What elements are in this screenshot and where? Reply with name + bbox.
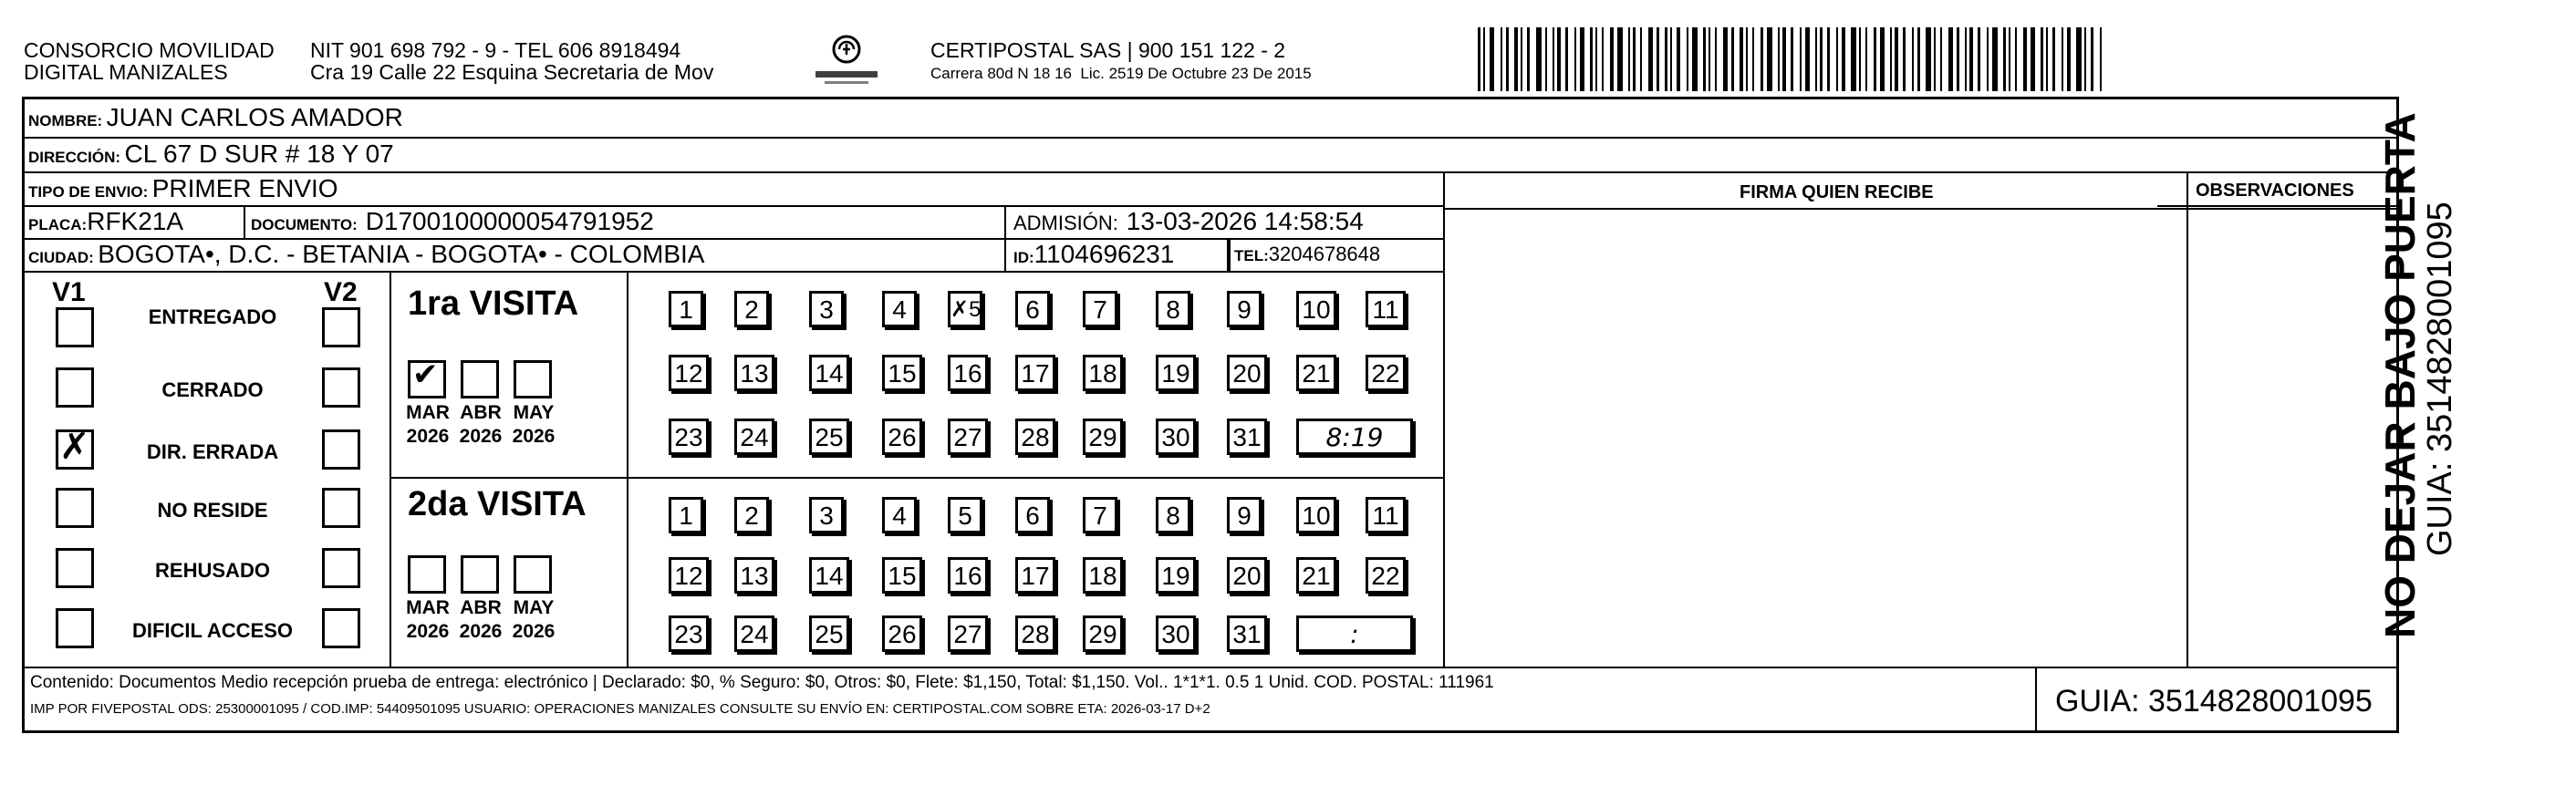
- first-visit-day-14[interactable]: 14: [809, 355, 849, 391]
- no-dejar-bajo-puerta: NO DEJAR BAJO PUERTA: [2376, 112, 2424, 638]
- barcode-bar: [1969, 27, 1973, 91]
- barcode-bar: [1874, 27, 1876, 91]
- barcode-bar: [1590, 27, 1593, 91]
- barcode-bar: [1687, 27, 1688, 91]
- second-visit-day-29[interactable]: 29: [1083, 615, 1123, 652]
- barcode-bar: [1483, 27, 1485, 91]
- barcode-bar: [1800, 27, 1802, 91]
- barcode-bar: [1827, 27, 1830, 91]
- first-visit-day-29[interactable]: 29: [1083, 419, 1123, 455]
- second-visit-month-label: MAR: [406, 597, 450, 618]
- barcode-bar: [1703, 27, 1706, 91]
- barcode-bar: [1805, 27, 1810, 91]
- second-visit-day-7[interactable]: 7: [1083, 497, 1117, 533]
- second-visit-month-label: MAY: [513, 597, 555, 618]
- second-visit-day-18[interactable]: 18: [1083, 557, 1123, 594]
- barcode-bar: [1731, 27, 1734, 91]
- barcode-bar: [1948, 27, 1953, 91]
- barcode-bar: [1965, 27, 1967, 91]
- nombre-label: NOMBRE:: [28, 112, 103, 129]
- status-option-label: REHUSADO: [155, 559, 270, 582]
- second-visit-day-24[interactable]: 24: [734, 615, 774, 652]
- second-visit-year-label: 2026: [459, 621, 503, 642]
- second-visit-label: 2da VISITA: [408, 485, 587, 523]
- v1-checkbox-no-reside[interactable]: [56, 488, 94, 528]
- second-visit-day-10[interactable]: 10: [1296, 497, 1336, 533]
- barcode-bar: [1545, 27, 1547, 91]
- barcode-bar: [1761, 27, 1763, 91]
- barcode-bar: [1851, 27, 1856, 91]
- second-visit-day-14[interactable]: 14: [809, 557, 849, 594]
- barcode-bar: [1628, 27, 1630, 91]
- first-visit-month-label: MAY: [513, 402, 555, 423]
- v1-checkbox-entregado[interactable]: [56, 307, 94, 347]
- first-visit-day-9[interactable]: 9: [1227, 291, 1262, 327]
- firma-label: FIRMA QUIEN RECIBE: [1740, 182, 1934, 202]
- second-visit-day-25[interactable]: 25: [809, 615, 849, 652]
- barcode-bar: [1527, 27, 1530, 91]
- first-visit-day-11[interactable]: 11: [1366, 291, 1406, 327]
- first-visit-day-13[interactable]: 13: [734, 355, 774, 391]
- barcode-bar: [1815, 27, 1817, 91]
- first-visit-month-check-mark: ✔: [412, 357, 439, 393]
- first-visit-day-22[interactable]: 22: [1366, 355, 1406, 391]
- barcode-bar: [2100, 27, 2102, 91]
- first-visit-day-21[interactable]: 21: [1296, 355, 1336, 391]
- first-visit-year-label: 2026: [459, 426, 503, 447]
- footer-content: Contenido: Documentos Medio recepción prueba de entrega: electrónico | Declarado: $0, % Seguro: $0, Otros: $0, Flete: $1,150, Total: $1,150. Vol.. 1*1*1. 0.5 1 Unid. COD. POSTAL: 111961: [30, 673, 1494, 692]
- placa-label: PLACA:: [28, 216, 88, 233]
- second-visit-day-15[interactable]: 15: [882, 557, 922, 594]
- second-visit-day-11[interactable]: 11: [1366, 497, 1406, 533]
- first-visit-day-24[interactable]: 24: [734, 419, 774, 455]
- barcode-bar: [1890, 27, 1892, 91]
- barcode-bar: [1859, 27, 1861, 91]
- second-visit-day-4[interactable]: 4: [882, 497, 917, 533]
- status-option-label: NO RESIDE: [157, 499, 268, 522]
- barcode-bar: [1940, 27, 1942, 91]
- barcode-bar: [1490, 27, 1494, 91]
- v2-checkbox-dir-errada[interactable]: [322, 429, 360, 470]
- barcode-bar: [2046, 27, 2048, 91]
- v2-checkbox-rehusado[interactable]: [322, 548, 360, 588]
- barcode-bar: [2084, 27, 2086, 91]
- direccion-label: DIRECCIÓN:: [28, 149, 121, 166]
- barcode-bar: [1521, 27, 1522, 91]
- barcode-bar: [1987, 27, 1989, 91]
- barcode-bar: [1791, 27, 1793, 91]
- barcode-bar: [1778, 27, 1780, 91]
- second-visit-day-5[interactable]: 5: [948, 497, 982, 533]
- first-visit-day-7[interactable]: 7: [1083, 291, 1117, 327]
- barcode-bar: [1640, 27, 1642, 91]
- first-visit-month-label: ABR: [460, 402, 502, 423]
- barcode-bar: [1767, 27, 1772, 91]
- first-visit-day-30[interactable]: 30: [1156, 419, 1196, 455]
- barcode-bar: [1746, 27, 1748, 91]
- second-visit-day-22[interactable]: 22: [1366, 557, 1406, 594]
- barcode-bar: [1903, 27, 1906, 91]
- barcode-bar: [1926, 27, 1931, 91]
- barcode-bar: [1595, 27, 1597, 91]
- certipostal-logo: [810, 31, 883, 89]
- status-option-label: DIR. ERRADA: [146, 440, 279, 463]
- v1-check-mark: ✗: [59, 426, 90, 468]
- second-visit-day-1[interactable]: 1: [669, 497, 703, 533]
- second-visit-day-2[interactable]: 2: [734, 497, 769, 533]
- id-label: ID:: [1013, 249, 1034, 266]
- tipo-envio-value: PRIMER ENVIO: [151, 174, 338, 202]
- first-visit-month-label: MAR: [406, 402, 450, 423]
- first-visit-day-17[interactable]: 17: [1015, 355, 1055, 391]
- first-visit-month-checkbox-may[interactable]: [514, 360, 552, 398]
- first-visit-year-label: 2026: [512, 426, 556, 447]
- barcode-bar: [1478, 27, 1480, 91]
- barcode-bar: [1992, 27, 1998, 91]
- company-nit: NIT 901 698 792 - 9 - TEL 606 8918494: [310, 38, 681, 62]
- barcode-bar: [1670, 27, 1672, 91]
- status-option-label: ENTREGADO: [148, 305, 277, 328]
- barcode-bar: [1782, 27, 1786, 91]
- carrier-name: CERTIPOSTAL SAS | 900 151 122 - 2: [930, 38, 1286, 62]
- tel-value: 3204678648: [1268, 243, 1381, 265]
- barcode-bar: [1617, 27, 1623, 91]
- second-visit-month-checkbox-mar[interactable]: [408, 555, 446, 594]
- second-visit-day-12[interactable]: 12: [669, 557, 709, 594]
- direccion-value: CL 67 D SUR # 18 Y 07: [124, 140, 394, 168]
- barcode-bar: [1957, 27, 1959, 91]
- second-visit-year-label: 2026: [512, 621, 556, 642]
- second-visit-day-26[interactable]: 26: [882, 615, 922, 652]
- company-name-line1: CONSORCIO MOVILIDAD: [24, 38, 275, 62]
- barcode-bar: [1895, 27, 1898, 91]
- first-visit-day-28[interactable]: 28: [1015, 419, 1055, 455]
- admision-value: 13-03-2026 14:58:54: [1126, 207, 1364, 235]
- barcode: [1478, 27, 2217, 91]
- barcode-bar: [2067, 27, 2071, 91]
- barcode-bar: [1865, 27, 1867, 91]
- second-visit-day-17[interactable]: 17: [1015, 557, 1055, 594]
- barcode-bar: [2023, 27, 2027, 91]
- second-visit-day-28[interactable]: 28: [1015, 615, 1055, 652]
- first-visit-day-8[interactable]: 8: [1156, 291, 1190, 327]
- second-visit-day-9[interactable]: 9: [1227, 497, 1262, 533]
- delivery-form: [22, 97, 2399, 733]
- first-visit-day-16[interactable]: 16: [948, 355, 988, 391]
- first-visit-month-checkbox-abr[interactable]: [461, 360, 499, 398]
- first-visit-day-31[interactable]: 31: [1227, 419, 1267, 455]
- placa-value: RFK21A: [87, 207, 184, 235]
- first-visit-label: 1ra VISITA: [408, 284, 579, 323]
- ciudad-label: CIUDAD:: [28, 249, 94, 266]
- barcode-bar: [1633, 27, 1636, 91]
- second-visit-month-label: ABR: [460, 597, 502, 618]
- v2-header: V2: [324, 277, 358, 307]
- second-visit-day-31[interactable]: 31: [1227, 615, 1267, 652]
- second-visit-day-16[interactable]: 16: [948, 557, 988, 594]
- barcode-bar: [1836, 27, 1838, 91]
- barcode-bar: [1536, 27, 1542, 91]
- carrier-address: Carrera 80d N 18 16 Lic. 2519 De Octubre 23 De 2015: [930, 65, 1312, 82]
- v1-header: V1: [52, 277, 86, 307]
- second-visit-day-23[interactable]: 23: [669, 615, 709, 652]
- barcode-bar: [1501, 27, 1502, 91]
- second-visit-day-19[interactable]: 19: [1156, 557, 1196, 594]
- barcode-bar: [1553, 27, 1554, 91]
- first-visit-day-2[interactable]: 2: [734, 291, 769, 327]
- barcode-bar: [1506, 27, 1509, 91]
- first-visit-day-6[interactable]: 6: [1015, 291, 1050, 327]
- side-guia: GUIA: 3514828001095: [2421, 202, 2459, 556]
- second-visit-day-21[interactable]: 21: [1296, 557, 1336, 594]
- barcode-bar: [2031, 27, 2035, 91]
- first-visit-day-18[interactable]: 18: [1083, 355, 1123, 391]
- barcode-bar: [1692, 27, 1698, 91]
- barcode-bar: [1880, 27, 1885, 91]
- observaciones-label: OBSERVACIONES: [2196, 181, 2354, 201]
- first-visit-day-23[interactable]: 23: [669, 419, 709, 455]
- second-visit-year-label: 2026: [406, 621, 450, 642]
- tipo-envio-label: TIPO DE ENVIO:: [28, 183, 149, 201]
- id-value: 1104696231: [1034, 240, 1175, 268]
- barcode-bar: [2003, 27, 2006, 91]
- second-visit-month-checkbox-abr[interactable]: [461, 555, 499, 594]
- v2-checkbox-cerrado[interactable]: [322, 367, 360, 408]
- tel-label: TEL:: [1234, 247, 1269, 264]
- v2-checkbox-no-reside[interactable]: [322, 488, 360, 528]
- barcode-bar: [1709, 27, 1710, 91]
- barcode-bar: [1978, 27, 1980, 91]
- barcode-bar: [2091, 27, 2093, 91]
- barcode-bar: [1648, 27, 1653, 91]
- first-visit-year-label: 2026: [406, 426, 450, 447]
- company-address: Cra 19 Calle 22 Esquina Secretaria de Mov: [310, 60, 714, 84]
- ciudad-value: BOGOTA•, D.C. - BETANIA - BOGOTA• - COLOMBIA: [98, 240, 705, 268]
- barcode-bar: [2041, 27, 2043, 91]
- company-name-line2: DIGITAL MANIZALES: [24, 60, 228, 84]
- second-visit-day-20[interactable]: 20: [1227, 557, 1267, 594]
- v1-checkbox-dificil-acceso[interactable]: [56, 608, 94, 648]
- documento-value: D1700100000054791952: [365, 207, 654, 235]
- second-visit-month-checkbox-may[interactable]: [514, 555, 552, 594]
- barcode-bar: [1610, 27, 1614, 91]
- barcode-bar: [1565, 27, 1568, 91]
- second-visit-time-field[interactable]: :: [1296, 615, 1413, 652]
- first-visit-day-26[interactable]: 26: [882, 419, 922, 455]
- first-visit-day-4[interactable]: 4: [882, 291, 917, 327]
- footer-guia: GUIA: 3514828001095: [2055, 684, 2373, 719]
- barcode-bar: [1580, 27, 1584, 91]
- first-visit-day-3[interactable]: 3: [809, 291, 844, 327]
- barcode-bar: [1917, 27, 1920, 91]
- barcode-bar: [1557, 27, 1561, 91]
- barcode-bar: [2062, 27, 2063, 91]
- first-visit-day-12[interactable]: 12: [669, 355, 709, 391]
- first-visit-day-15[interactable]: 15: [882, 355, 922, 391]
- barcode-bar: [1514, 27, 1518, 91]
- barcode-bar: [1715, 27, 1717, 91]
- barcode-bar: [2076, 27, 2082, 91]
- first-visit-day-19[interactable]: 19: [1156, 355, 1196, 391]
- second-visit-day-27[interactable]: 27: [948, 615, 988, 652]
- nombre-value: JUAN CARLOS AMADOR: [106, 103, 403, 131]
- first-visit-day-25[interactable]: 25: [809, 419, 849, 455]
- second-visit-day-8[interactable]: 8: [1156, 497, 1190, 533]
- barcode-bar: [1723, 27, 1728, 91]
- barcode-bar: [2015, 27, 2017, 91]
- barcode-bar: [1740, 27, 1743, 91]
- second-visit-day-6[interactable]: 6: [1015, 497, 1050, 533]
- barcode-bar: [1934, 27, 1936, 91]
- status-option-label: DIFICIL ACCESO: [131, 619, 293, 642]
- first-visit-day-27[interactable]: 27: [948, 419, 988, 455]
- second-visit-day-30[interactable]: 30: [1156, 615, 1196, 652]
- logo-icon: [810, 31, 883, 89]
- second-visit-day-3[interactable]: 3: [809, 497, 844, 533]
- v1-checkbox-rehusado[interactable]: [56, 548, 94, 588]
- barcode-bar: [1657, 27, 1659, 91]
- v2-checkbox-dificil-acceso[interactable]: [322, 608, 360, 648]
- barcode-bar: [1665, 27, 1667, 91]
- first-visit-day-20[interactable]: 20: [1227, 355, 1267, 391]
- barcode-bar: [1602, 27, 1604, 91]
- barcode-bar: [1574, 27, 1576, 91]
- v2-checkbox-entregado[interactable]: [322, 307, 360, 347]
- first-visit-day-1[interactable]: 1: [669, 291, 703, 327]
- first-visit-day-10[interactable]: 10: [1296, 291, 1336, 327]
- footer-print-info: IMP POR FIVEPOSTAL ODS: 25300001095 / COD.IMP: 54409501095 USUARIO: OPERACIONES MANIZALES CONSULTE SU ENVÍO EN: CERTIPOSTAL.COM SOBRE ETA: 2026-03-17 D+2: [30, 701, 1210, 717]
- v1-checkbox-cerrado[interactable]: [56, 367, 94, 408]
- status-option-label: CERRADO: [161, 378, 264, 401]
- second-visit-day-13[interactable]: 13: [734, 557, 774, 594]
- documento-label: DOCUMENTO:: [251, 216, 358, 233]
- barcode-bar: [2009, 27, 2010, 91]
- barcode-bar: [1752, 27, 1754, 91]
- admision-label: ADMISIÓN:: [1013, 212, 1118, 234]
- barcode-bar: [1842, 27, 1845, 91]
- barcode-bar: [1820, 27, 1823, 91]
- barcode-bar: [1912, 27, 1914, 91]
- barcode-bar: [2052, 27, 2055, 91]
- first-visit-day-5[interactable]: ✗5: [948, 291, 982, 327]
- first-visit-time-field[interactable]: 8:19: [1296, 419, 1413, 455]
- barcode-bar: [1677, 27, 1680, 91]
